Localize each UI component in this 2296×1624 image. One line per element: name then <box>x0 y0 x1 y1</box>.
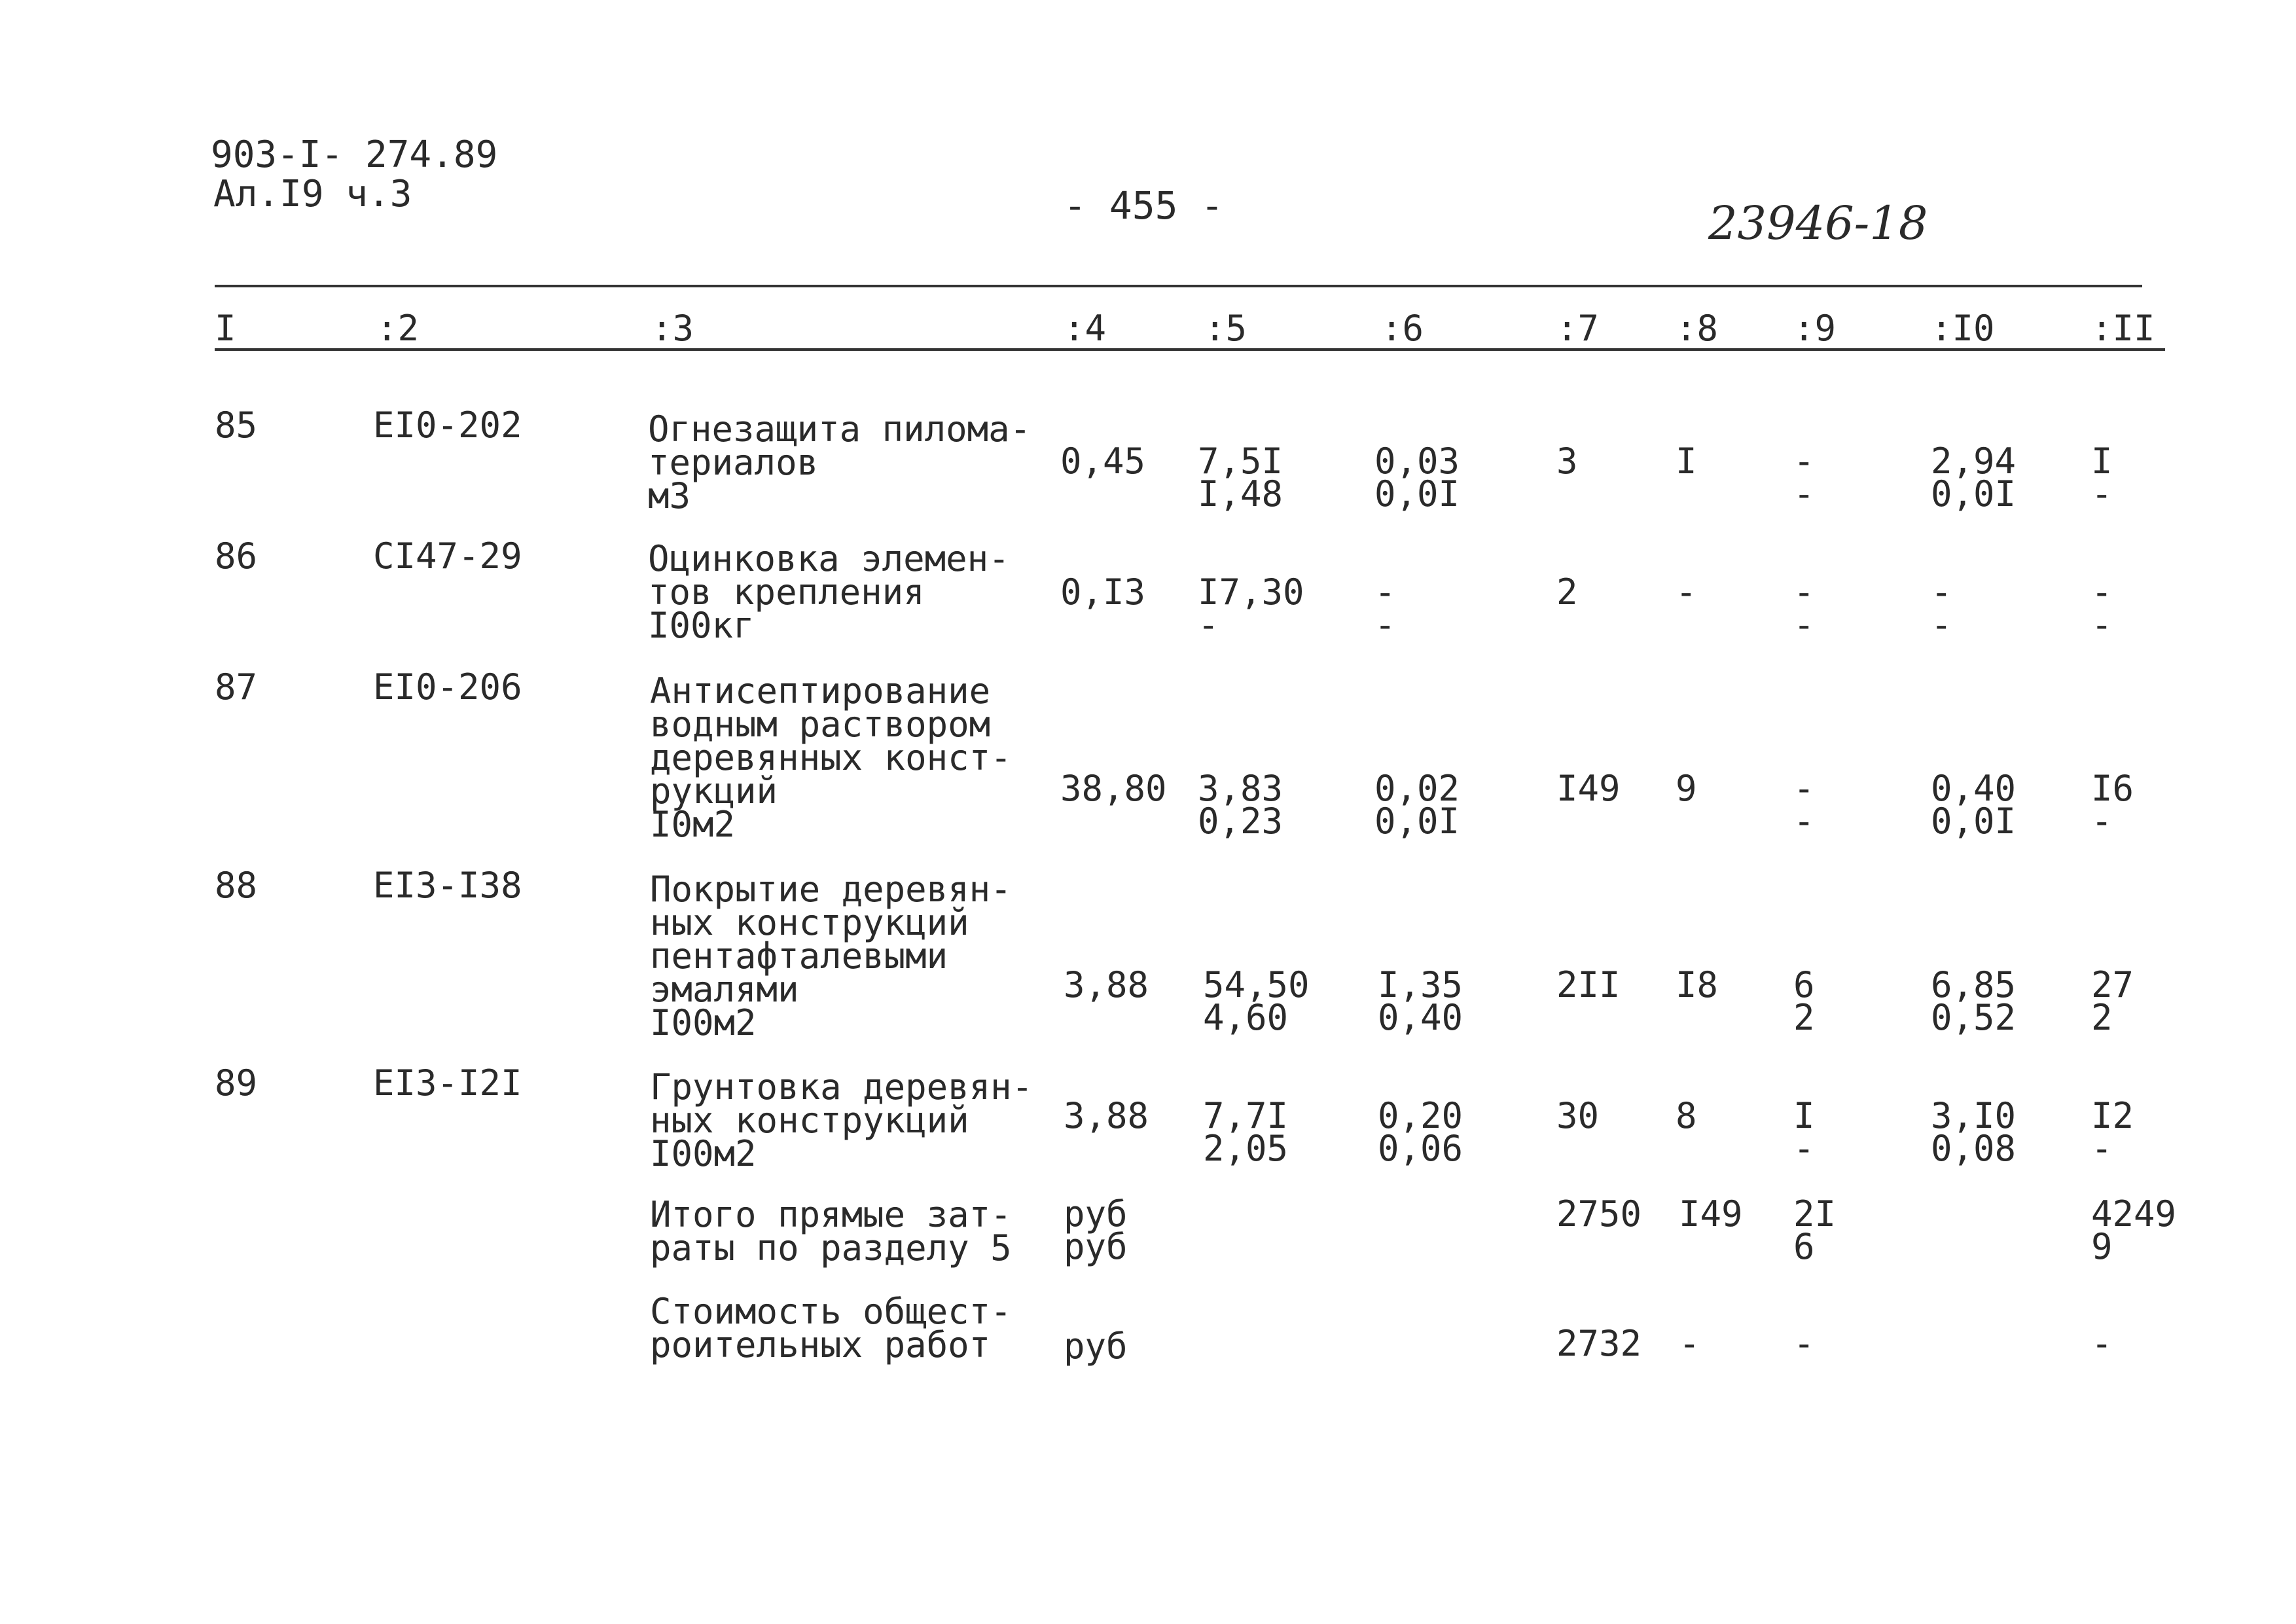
cell-col10: 6,85 0,52 <box>1931 964 2017 1038</box>
top-rule <box>215 285 2142 287</box>
total-description: Итого прямые зат- раты по разделу 5 <box>650 1194 1012 1269</box>
column-header-7: :7 <box>1556 308 1600 349</box>
item-code: EI0-202 <box>373 405 522 446</box>
handwritten-stamp: 23946-18 <box>1708 196 1928 250</box>
column-header-6: :6 <box>1381 308 1424 349</box>
item-code: EI3-I2I <box>373 1062 522 1104</box>
cell-col9: - - <box>1793 768 1815 842</box>
header-rule <box>215 348 2165 351</box>
cell-col11: I6 - <box>2091 768 2134 842</box>
total-col11: 4249 9 <box>2091 1193 2177 1267</box>
column-header-4: :4 <box>1064 308 1107 349</box>
row-number: 86 <box>215 535 258 577</box>
cell-col6: 0,02 0,0I <box>1374 768 1460 842</box>
column-header-5: :5 <box>1204 308 1247 349</box>
cell-col5: 3,83 0,23 <box>1198 768 1283 842</box>
total-units: руб <box>1064 1326 1128 1367</box>
album-reference: Ал.I9 ч.3 <box>213 173 412 215</box>
row-number: 89 <box>215 1062 258 1104</box>
cell-col7: 2II <box>1556 964 1621 1005</box>
total-col9: 2I 6 <box>1793 1193 1837 1267</box>
cell-col4: 3,88 <box>1064 964 1149 1005</box>
cell-col9: - - <box>1793 441 1815 514</box>
cell-col7: 2 <box>1556 571 1578 613</box>
cell-col11: I - <box>2091 441 2113 514</box>
cell-col10: 3,I0 0,08 <box>1931 1095 2017 1169</box>
cell-col4: 0,45 <box>1060 441 1146 482</box>
cell-col4: 38,80 <box>1060 768 1167 809</box>
page-number: - 455 - <box>1064 183 1224 228</box>
total-col7: 2732 <box>1556 1323 1642 1364</box>
cell-col5: I7,30 - <box>1198 571 1304 645</box>
total-col8: - <box>1679 1323 1700 1364</box>
cell-col5: 54,50 4,60 <box>1203 964 1310 1038</box>
cell-col5: 7,7I 2,05 <box>1203 1095 1289 1169</box>
item-description: Грунтовка деревян- ных конструкций I00м2 <box>650 1066 1033 1174</box>
cell-col8: I8 <box>1676 964 1719 1005</box>
item-code: CI47-29 <box>373 535 522 577</box>
item-description: Огнезащита пилома- териалов м3 <box>648 408 1031 516</box>
cell-col8: 8 <box>1676 1095 1697 1136</box>
cell-col7: I49 <box>1556 768 1621 809</box>
cell-col10: 2,94 0,0I <box>1931 441 2017 514</box>
column-header-10: :I0 <box>1931 308 1995 349</box>
row-number: 85 <box>215 405 258 446</box>
cell-col7: 3 <box>1556 441 1578 482</box>
cell-col9: 6 2 <box>1793 964 1815 1038</box>
cell-col9: - - <box>1793 571 1815 645</box>
cell-col10: 0,40 0,0I <box>1931 768 2017 842</box>
item-description: Оцинковка элемен- тов крепления I00кг <box>648 538 1010 646</box>
column-header-1: I <box>215 308 236 349</box>
item-description: Антисептирование водным раствором деревянных конст- рукций I0м2 <box>650 670 1012 845</box>
cell-col8: - <box>1676 571 1697 613</box>
column-header-3: :3 <box>651 308 694 349</box>
document-code: 903-I- 274.89 <box>211 134 498 176</box>
column-header-8: :8 <box>1676 308 1719 349</box>
cell-col9: I - <box>1793 1095 1815 1169</box>
cell-col6: I,35 0,40 <box>1378 964 1463 1038</box>
row-number: 87 <box>215 666 258 708</box>
cell-col8: 9 <box>1676 768 1697 809</box>
cell-col4: 3,88 <box>1064 1095 1149 1136</box>
cell-col11: - - <box>2091 571 2113 645</box>
cell-col11: I2 - <box>2091 1095 2134 1169</box>
column-header-11: :II <box>2091 308 2155 349</box>
cell-col6: - - <box>1374 571 1396 645</box>
cell-col6: 0,03 0,0I <box>1374 441 1460 514</box>
cell-col10: - - <box>1931 571 1952 645</box>
cell-col7: 30 <box>1556 1095 1600 1136</box>
total-col9: - <box>1793 1323 1815 1364</box>
total-col8: I49 <box>1679 1193 1743 1235</box>
row-number: 88 <box>215 865 258 906</box>
cell-col6: 0,20 0,06 <box>1378 1095 1463 1169</box>
total-units: руб руб <box>1064 1193 1128 1267</box>
item-description: Покрытие деревян- ных конструкций пентафталевыми эмалями I00м2 <box>650 869 1012 1043</box>
total-col11: - <box>2091 1323 2113 1364</box>
column-header-9: :9 <box>1793 308 1837 349</box>
column-header-2: :2 <box>376 308 420 349</box>
cell-col8: I <box>1676 441 1697 482</box>
item-code: EI0-206 <box>373 666 522 708</box>
cell-col4: 0,I3 <box>1060 571 1146 613</box>
item-code: EI3-I38 <box>373 865 522 906</box>
total-col7: 2750 <box>1556 1193 1642 1235</box>
cell-col11: 27 2 <box>2091 964 2134 1038</box>
cell-col5: 7,5I I,48 <box>1198 441 1283 514</box>
total-description: Стоимость общест- роительных работ <box>650 1291 1012 1365</box>
